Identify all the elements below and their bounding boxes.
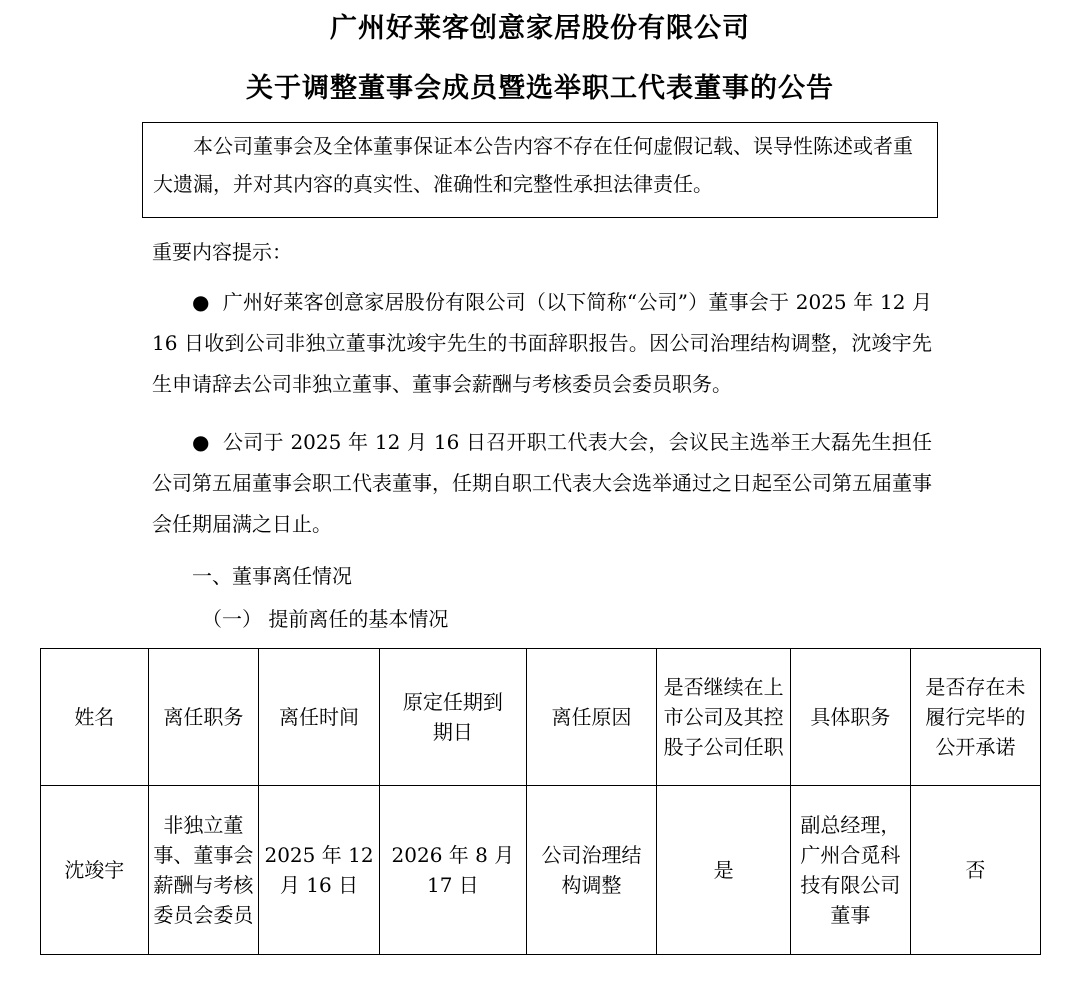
disclaimer-text: 本公司董事会及全体董事保证本公告内容不存在任何虚假记载、误导性陈述或者重大遗漏，并对其内容的真实性、准确性和完整性承担法律责任。 — [153, 134, 913, 196]
cell-commitment: 否 — [910, 786, 1040, 955]
header-cell: 是否继续在上市公司及其控股子公司任职 — [657, 649, 791, 786]
header-cell: 离任原因 — [526, 649, 656, 786]
bullet-item — [152, 282, 932, 405]
header-cell: 离任职务 — [148, 649, 259, 786]
header-cell: 原定任期到期日 — [379, 649, 526, 786]
bullet-icon: ● — [192, 430, 223, 454]
bullet-text: 广州好莱客创意家居股份有限公司（以下简称“公司”）董事会于 2025 年 12 月 16 日收到公司非独立董事沈竣宇先生的书面辞职报告。因公司治理结构调整，沈竣宇先生申请辞去公司非独立董事、董事会薪酬与考核委员会委员职务。 — [152, 290, 933, 396]
cell-reason: 公司治理结构调整 — [526, 786, 656, 955]
cell-term-end: 2026 年 8 月 17 日 — [379, 786, 526, 955]
resignation-table — [40, 648, 1041, 955]
bullet-icon: ● — [192, 290, 223, 314]
table-row — [41, 786, 1041, 955]
header-cell: 具体职务 — [791, 649, 911, 786]
header-cell: 姓名 — [41, 649, 149, 786]
document-subtitle: 关于调整董事会成员暨选举职工代表董事的公告 — [246, 73, 834, 104]
header-cell: 是否存在未履行完毕的公开承诺 — [910, 649, 1040, 786]
highlights-label: 重要内容提示： — [152, 240, 292, 264]
disclaimer-box — [142, 122, 938, 218]
bullet-text: 公司于 2025 年 12 月 16 日召开职工代表大会，会议民主选举王大磊先生担任公司第五届董事会职工代表董事，任期自职工代表大会选举通过之日起至公司第五届董事会任期届满之日止。 — [152, 430, 932, 536]
cell-date: 2025 年 12 月 16 日 — [259, 786, 380, 955]
document-title: 广州好莱客创意家居股份有限公司 — [330, 13, 750, 44]
header-cell: 离任时间 — [259, 649, 380, 786]
bullet-item — [152, 422, 932, 545]
cell-name: 沈竣宇 — [41, 786, 149, 955]
cell-continue: 是 — [657, 786, 791, 955]
cell-position: 非独立董事、董事会薪酬与考核委员会委员 — [148, 786, 259, 955]
cell-role: 副总经理，广州合觅科技有限公司董事 — [791, 786, 911, 955]
table-header-row — [41, 649, 1041, 786]
subsection-heading: （一） 提前离任的基本情况 — [202, 607, 449, 631]
section-heading: 一、董事离任情况 — [192, 564, 352, 588]
